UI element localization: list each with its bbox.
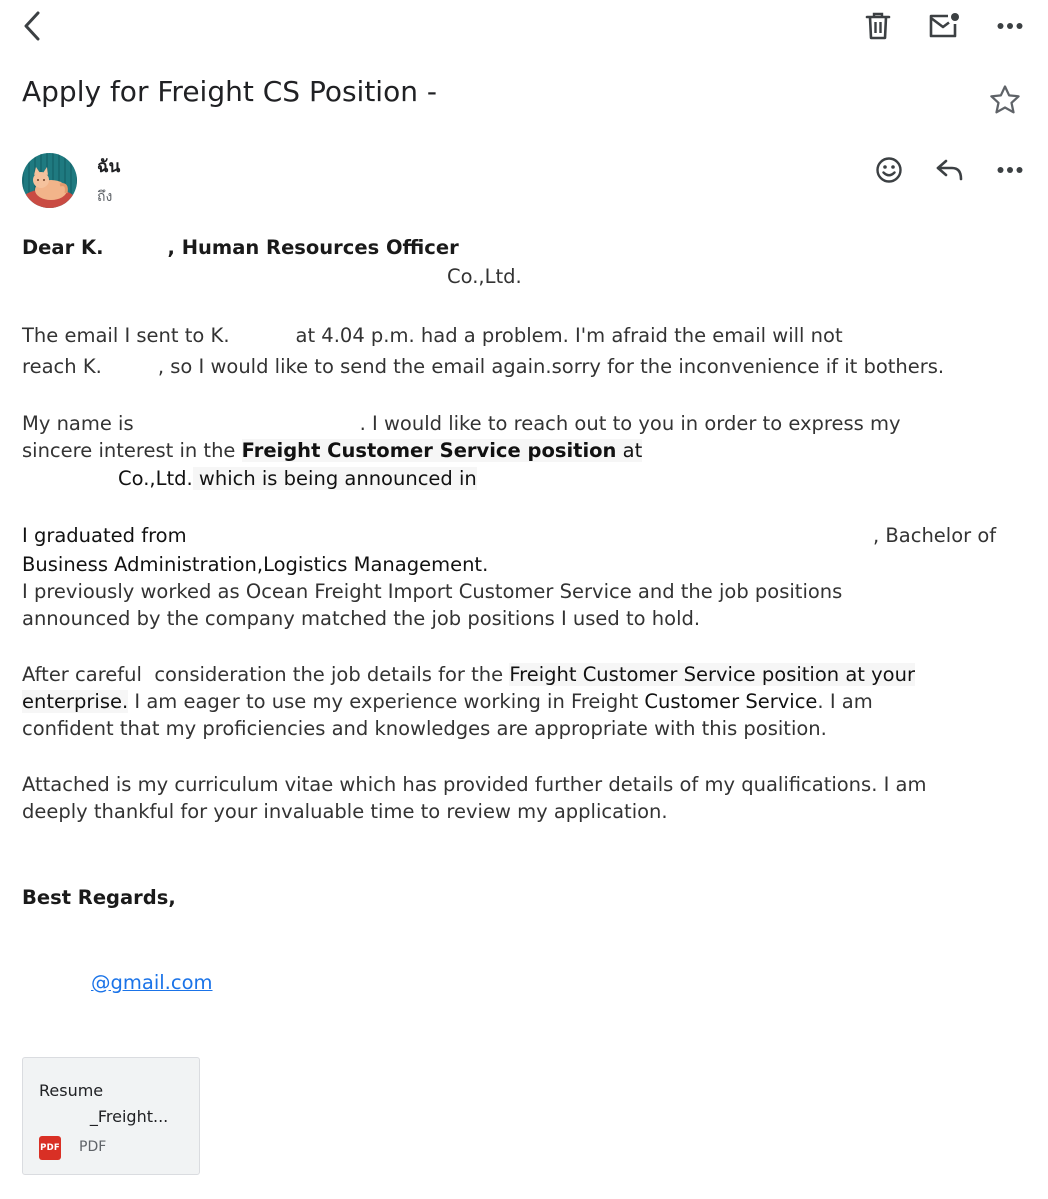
cat-avatar-icon (22, 153, 77, 208)
reply-icon (936, 159, 964, 181)
greeting-name: Dear K. (22, 236, 104, 259)
message-more-button[interactable] (990, 150, 1030, 190)
avatar[interactable] (22, 153, 77, 208)
attachment-type-label: PDF (79, 1139, 107, 1155)
p4-text-a: After careful consideration the job details for the (22, 663, 510, 686)
p1-text-c: reach K. (22, 355, 102, 378)
email-address-link[interactable]: @gmail.com (91, 971, 213, 994)
paragraph-3-line-1a (22, 522, 187, 549)
back-button[interactable] (12, 6, 52, 46)
closing: Best Regards, (22, 886, 176, 909)
more-horizontal-icon (997, 22, 1023, 30)
paragraph-5-line-2: deeply thankful for your invaluable time to review my application. (22, 800, 668, 823)
greeting-title: , Human Resources Officer (167, 236, 459, 259)
p2-text-b: . I would like to reach out to you in order to express my (359, 412, 901, 435)
attachment-title: Resume _Freight... (39, 1081, 169, 1126)
company-line: Co.,Ltd. (447, 265, 522, 288)
mark-unread-button[interactable] (924, 6, 964, 46)
position-highlight: Freight Customer Service position (241, 439, 617, 462)
paragraph-3-line-3: I previously worked as Ocean Freight Import Customer Service and the job positions (22, 580, 843, 603)
paragraph-2-line-2 (22, 437, 642, 464)
delete-button[interactable] (858, 6, 898, 46)
paragraph-5-line-1: Attached is my curriculum vitae which has provided further details of my qualifications. I am (22, 773, 927, 796)
p2-text-f: which is being announced in (192, 467, 477, 490)
p4-text-b: Freight Customer Service position at your (509, 663, 915, 686)
paragraph-4-line-1 (22, 661, 915, 688)
emoji-reaction-button[interactable] (869, 150, 909, 190)
p2-text-a: My name is (22, 412, 134, 435)
attachment-card[interactable] (22, 1057, 200, 1175)
greeting-line (22, 234, 459, 261)
p1-text-d: , so I would like to send the email again.sorry for the inconvenience if it bothers. (157, 355, 945, 378)
p2-text-d: at (616, 439, 643, 462)
paragraph-3-line-2: Business Administration,Logistics Management. (22, 553, 489, 576)
emoji-smile-icon (875, 156, 903, 184)
arrow-left-icon (21, 11, 43, 41)
sender-name[interactable]: ฉัน (97, 157, 121, 177)
p3-text-a: I graduated from (22, 524, 187, 547)
paragraph-4-line-2 (22, 688, 873, 715)
p3-text-b: , Bachelor of (873, 524, 997, 547)
p1-text-a: The email I sent to K. (22, 324, 230, 347)
p4-text-d: I am eager to use my experience working in Freight (128, 690, 645, 713)
p2-text-c: sincere interest in the (22, 439, 242, 462)
pdf-file-icon (39, 1136, 61, 1160)
recipient-label[interactable]: ถึง (97, 189, 113, 205)
more-options-button[interactable] (990, 6, 1030, 46)
more-horizontal-icon (997, 166, 1023, 174)
email-subject: Apply for Freight CS Position - (22, 75, 437, 108)
p4-text-e: Customer Service (644, 690, 818, 713)
paragraph-1-line-2 (22, 353, 944, 380)
paragraph-2-line-3 (118, 465, 477, 492)
p1-text-b: at 4.04 p.m. had a problem. I'm afraid the email will not (295, 324, 843, 347)
paragraph-2-line-1 (22, 410, 901, 437)
star-button[interactable] (985, 80, 1025, 120)
p4-text-c: enterprise. (22, 690, 129, 713)
star-outline-icon (988, 83, 1022, 117)
pdf-badge-text: PDF (40, 1143, 60, 1153)
p2-text-e: Co.,Ltd. (118, 467, 193, 490)
reply-button[interactable] (930, 150, 970, 190)
paragraph-3-line-4: announced by the company matched the job positions I used to hold. (22, 607, 701, 630)
mail-unread-icon (928, 12, 960, 40)
p4-text-f: . I am (817, 690, 873, 713)
trash-icon (865, 12, 891, 40)
paragraph-4-line-3: confident that my proficiencies and knowledges are appropriate with this position. (22, 717, 827, 740)
paragraph-3-line-1b (873, 522, 996, 549)
paragraph-1-line-1 (22, 322, 843, 349)
